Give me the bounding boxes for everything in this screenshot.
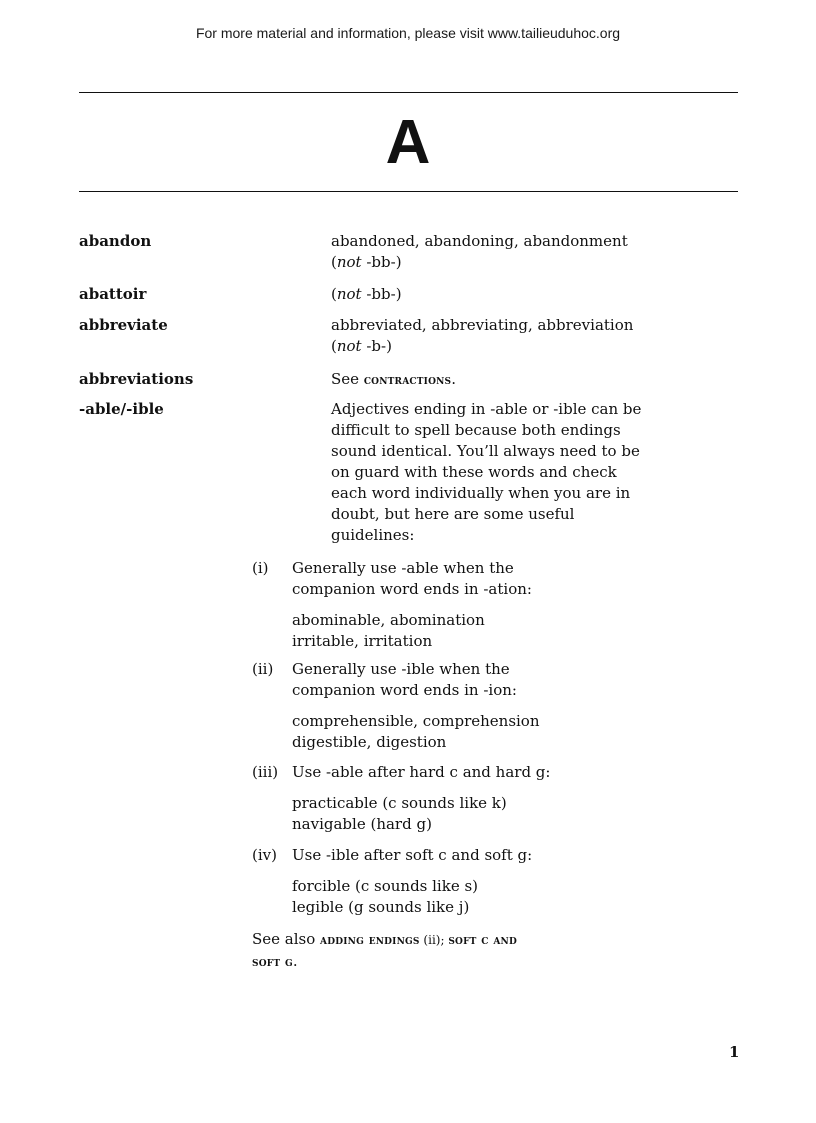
intro-line: difficult to spell because both endings bbox=[331, 421, 621, 439]
intro-line: doubt, but here are some useful bbox=[331, 505, 575, 523]
definition-intro bbox=[331, 399, 726, 546]
see-also-line: soft g. bbox=[252, 952, 298, 970]
headword: abbreviate bbox=[79, 316, 168, 334]
spelling-note: (not -b-) bbox=[331, 337, 392, 355]
rule-number: (iii) bbox=[252, 763, 279, 781]
cross-reference-link: soft c and bbox=[448, 933, 517, 948]
header-rule-top bbox=[79, 92, 738, 93]
header-rule-bottom bbox=[79, 191, 738, 192]
definition bbox=[331, 284, 726, 305]
section-letter: A bbox=[385, 108, 431, 177]
source-banner: For more material and information, please visit www.tailieuduhoc.org bbox=[195, 25, 621, 41]
definition bbox=[331, 369, 726, 391]
headword: abattoir bbox=[79, 285, 147, 303]
definition bbox=[331, 315, 726, 357]
rule-text: Generally use -ible when the companion word ends in -ion: bbox=[292, 660, 517, 699]
page-number: 1 bbox=[729, 1043, 740, 1061]
word-forms: abandoned, abandoning, abandonment bbox=[331, 232, 628, 250]
intro-line: Adjectives ending in -able or -ible can be bbox=[331, 400, 642, 418]
rule-number: (i) bbox=[252, 559, 269, 577]
rule-text: Use -able after hard c and hard g: bbox=[292, 763, 551, 781]
see-also-line: See also adding endings (ii); soft c and bbox=[252, 930, 517, 948]
definition bbox=[331, 231, 726, 273]
cross-reference: See contractions. bbox=[331, 370, 457, 388]
see-also bbox=[252, 929, 652, 973]
headword: abandon bbox=[79, 232, 152, 250]
cross-reference-link: soft g bbox=[252, 955, 293, 970]
rule-number: (iv) bbox=[252, 846, 277, 864]
spelling-note: (not -bb-) bbox=[331, 285, 402, 303]
intro-line: on guard with these words and check bbox=[331, 463, 617, 481]
intro-line: guidelines: bbox=[331, 526, 415, 544]
rule-text: Use -ible after soft c and soft g: bbox=[292, 846, 533, 864]
rule-number: (ii) bbox=[252, 660, 274, 678]
rule-text: Generally use -able when the companion word ends in -ation: bbox=[292, 559, 532, 598]
intro-line: sound identical. You’ll always need to be bbox=[331, 442, 640, 460]
rule-examples: abominable, abomination irritable, irritation bbox=[292, 611, 485, 650]
headword: abbreviations bbox=[79, 370, 194, 388]
spelling-note: (not -bb-) bbox=[331, 253, 402, 271]
rule-examples: forcible (c sounds like s) legible (g sounds like j) bbox=[292, 877, 479, 916]
intro-line: each word individually when you are in bbox=[331, 484, 631, 502]
rule-examples: practicable (c sounds like k) navigable (hard g) bbox=[292, 794, 507, 833]
word-forms: abbreviated, abbreviating, abbreviation bbox=[331, 316, 634, 334]
cross-reference-link: contractions bbox=[363, 373, 452, 388]
cross-reference-link: adding endings bbox=[320, 933, 420, 948]
rule-examples: comprehensible, comprehension digestible, digestion bbox=[292, 712, 540, 751]
headword: -able/-ible bbox=[79, 400, 164, 418]
